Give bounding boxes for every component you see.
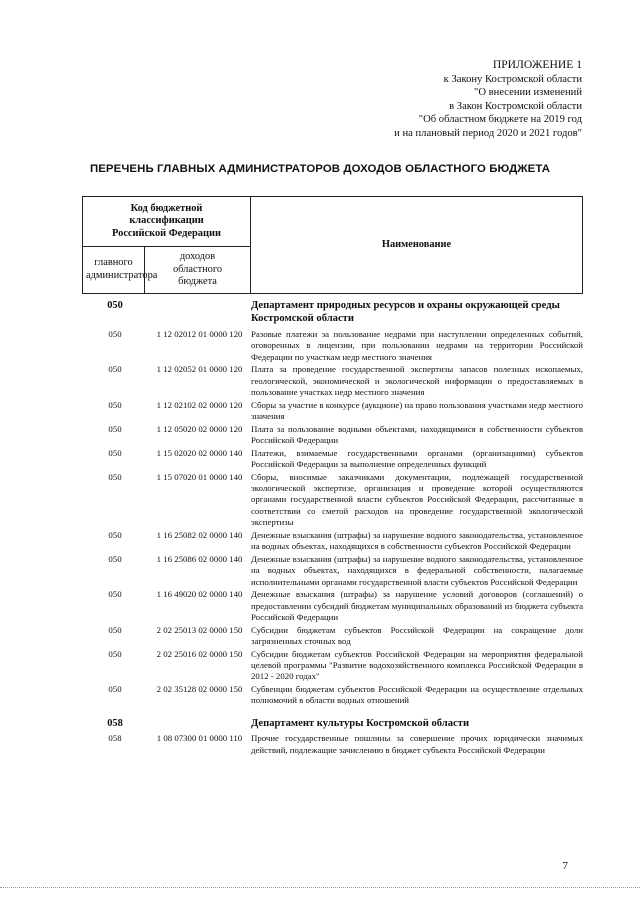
table-row bbox=[82, 649, 583, 684]
department-row bbox=[82, 298, 583, 329]
table-row bbox=[82, 733, 583, 757]
admin-code-cell: 050 bbox=[108, 684, 122, 695]
admin-code-cell: 050 bbox=[108, 399, 122, 410]
revenue-code-cell bbox=[148, 298, 251, 329]
admin-column-header bbox=[83, 247, 158, 294]
admin-code-cell: 050 bbox=[108, 624, 122, 635]
revenue-code-cell: 1 08 07300 01 0000 110 bbox=[156, 733, 243, 744]
table-row bbox=[82, 684, 583, 708]
admin-code-cell: 050 bbox=[108, 328, 122, 339]
table-row bbox=[82, 364, 583, 399]
revenue-code-cell: 1 12 02102 02 0000 120 bbox=[156, 399, 243, 410]
table-row bbox=[82, 530, 583, 554]
table-row bbox=[82, 625, 583, 649]
table-row bbox=[82, 424, 583, 448]
revenue-code-cell: 1 12 05020 02 0000 120 bbox=[156, 423, 243, 434]
page-title: ПЕРЕЧЕНЬ ГЛАВНЫХ АДМИНИСТРАТОРОВ ДОХОДОВ ОБЛАСТНОГО БЮДЖЕТА bbox=[89, 163, 551, 175]
annex-line: "О внесении изменений bbox=[474, 87, 582, 99]
annex-block bbox=[282, 58, 582, 141]
code-group-header bbox=[83, 197, 251, 247]
name-cell: Денежные взыскания (штрафы) за нарушение условий договоров (соглашений) о предоставлении субсидий бюджетам муниципальных образований из бюджета субъекта Российской Федерации bbox=[251, 589, 583, 623]
revenue-code-cell: 1 15 07020 01 0000 140 bbox=[156, 471, 243, 482]
annex-line: и на плановый период 2020 и 2021 годов" bbox=[394, 127, 582, 139]
revenue-code-cell: 2 02 25013 02 0000 150 bbox=[156, 624, 243, 635]
admin-code-cell: 050 bbox=[107, 300, 123, 311]
admin-code-cell: 050 bbox=[108, 648, 122, 659]
revenue-code-cell: 2 02 25016 02 0000 150 bbox=[156, 648, 243, 659]
spacer-cell bbox=[82, 708, 583, 716]
admin-code-cell: 050 bbox=[108, 364, 122, 375]
admin-code-cell: 050 bbox=[108, 553, 122, 564]
revenue-code-cell: 1 16 49020 02 0000 140 bbox=[156, 589, 243, 600]
revenue-code-cell bbox=[148, 716, 251, 733]
code-column-label: доходов областного бюджета bbox=[172, 251, 223, 288]
admin-column-label: главного администратора bbox=[86, 257, 158, 281]
name-cell: Субсидии бюджетам субъектов Российской Федерации на мероприятия федеральной целевой программы "Развитие водохозяйственного комплекса Российской Федерации в 2012 - 2020 годах" bbox=[251, 648, 583, 682]
annex-line: в Закон Костромской области bbox=[449, 100, 582, 112]
table-spacer bbox=[82, 708, 583, 716]
name-cell: Субсидии бюджетам субъектов Российской Федерации на сокращение доли загрязненных сточных вод bbox=[251, 624, 583, 647]
table-row bbox=[82, 400, 583, 424]
table-row bbox=[82, 554, 583, 589]
revenue-code-cell: 1 16 25082 02 0000 140 bbox=[156, 529, 243, 540]
revenue-code-cell: 1 15 02020 02 0000 140 bbox=[156, 447, 243, 458]
revenue-table bbox=[82, 298, 583, 757]
table-row bbox=[82, 472, 583, 530]
admin-code-cell: 050 bbox=[108, 447, 122, 458]
annex-line: к Закону Костромской области bbox=[443, 73, 582, 85]
name-cell: Денежные взыскания (штрафы) за нарушение водного законодательства, установленное на водных объектах, находящихся в федеральной собственности, налагаемые исполнительными органами государственной власти субъектов Российской Федерации bbox=[251, 553, 583, 587]
revenue-code-cell: 1 16 25086 02 0000 140 bbox=[156, 553, 243, 564]
name-cell: Плата за проведение государственной экспертизы запасов полезных ископаемых, геологической, экономической и экологической информации о предоставляемых в пользование участках недр местного значения bbox=[251, 364, 583, 398]
table-row bbox=[82, 329, 583, 364]
code-column-header bbox=[145, 247, 251, 294]
name-cell: Департамент культуры Костромской области bbox=[251, 718, 470, 730]
name-cell: Разовые платежи за пользование недрами при наступлении определенных событий, оговоренных в лицензии, при пользовании недрами на территории Российской Федерации по участкам недр местного значения bbox=[251, 328, 583, 362]
scan-edge-line bbox=[0, 887, 640, 888]
name-column-label: Наименование bbox=[381, 238, 452, 250]
name-cell: Субвенции бюджетам субъектов Российской Федерации на осуществление отдельных полномочий в области водных отношений bbox=[251, 684, 583, 706]
admin-code-cell: 050 bbox=[108, 423, 122, 434]
page-number: 7 bbox=[562, 860, 568, 872]
department-row bbox=[82, 716, 583, 733]
code-group-label: Код бюджетной классификации Российской Федерации bbox=[112, 202, 221, 239]
admin-code-cell: 058 bbox=[107, 718, 123, 730]
admin-code-cell: 058 bbox=[108, 733, 122, 744]
revenue-code-cell: 2 02 35128 02 0000 150 bbox=[156, 684, 243, 695]
admin-code-cell: 050 bbox=[108, 471, 122, 482]
table-header bbox=[82, 196, 583, 294]
name-cell: Сборы за участие в конкурсе (аукционе) на право пользования участками недр местного значения bbox=[251, 399, 583, 422]
revenue-code-cell: 1 12 02012 01 0000 120 bbox=[156, 328, 243, 339]
table-row bbox=[82, 448, 583, 472]
table-row bbox=[82, 589, 583, 624]
admin-code-cell: 050 bbox=[108, 529, 122, 540]
name-cell: Денежные взыскания (штрафы) за нарушение водного законодательства, установленное на водных объектах, находящихся в собственности субъектов Российской Федерации bbox=[251, 529, 583, 552]
name-cell: Прочие государственные пошлины за совершение прочих юридически значимых действий, подлежащие зачислению в бюджет субъекта Российской Федерации bbox=[251, 733, 583, 755]
admin-code-cell: 050 bbox=[108, 589, 122, 600]
revenue-code-cell: 1 12 02052 01 0000 120 bbox=[156, 364, 243, 375]
name-cell: Департамент природных ресурсов и охраны окружающей среды Костромской области bbox=[251, 300, 560, 325]
name-cell: Плата за пользование водными объектами, находящимися в собственности субъектов Российской Федерации bbox=[251, 423, 583, 446]
annex-line: "Об областном бюджете на 2019 год bbox=[418, 114, 582, 126]
name-column-header bbox=[251, 197, 583, 294]
name-cell: Платежи, взимаемые государственными органами (организациями) субъектов Российской Федерации за выполнение определенных функций bbox=[251, 447, 583, 470]
name-cell: Сборы, вносимые заказчиками документации, подлежащей государственной экологической экспертизе, организация и проведение которой осуществляются органами государственной власти субъектов Российской Федерации, рассчитанные в соответствии со сметой расходов на проведение государственной экологической экспертизы bbox=[251, 471, 583, 528]
annex-line: ПРИЛОЖЕНИЕ 1 bbox=[492, 58, 582, 71]
